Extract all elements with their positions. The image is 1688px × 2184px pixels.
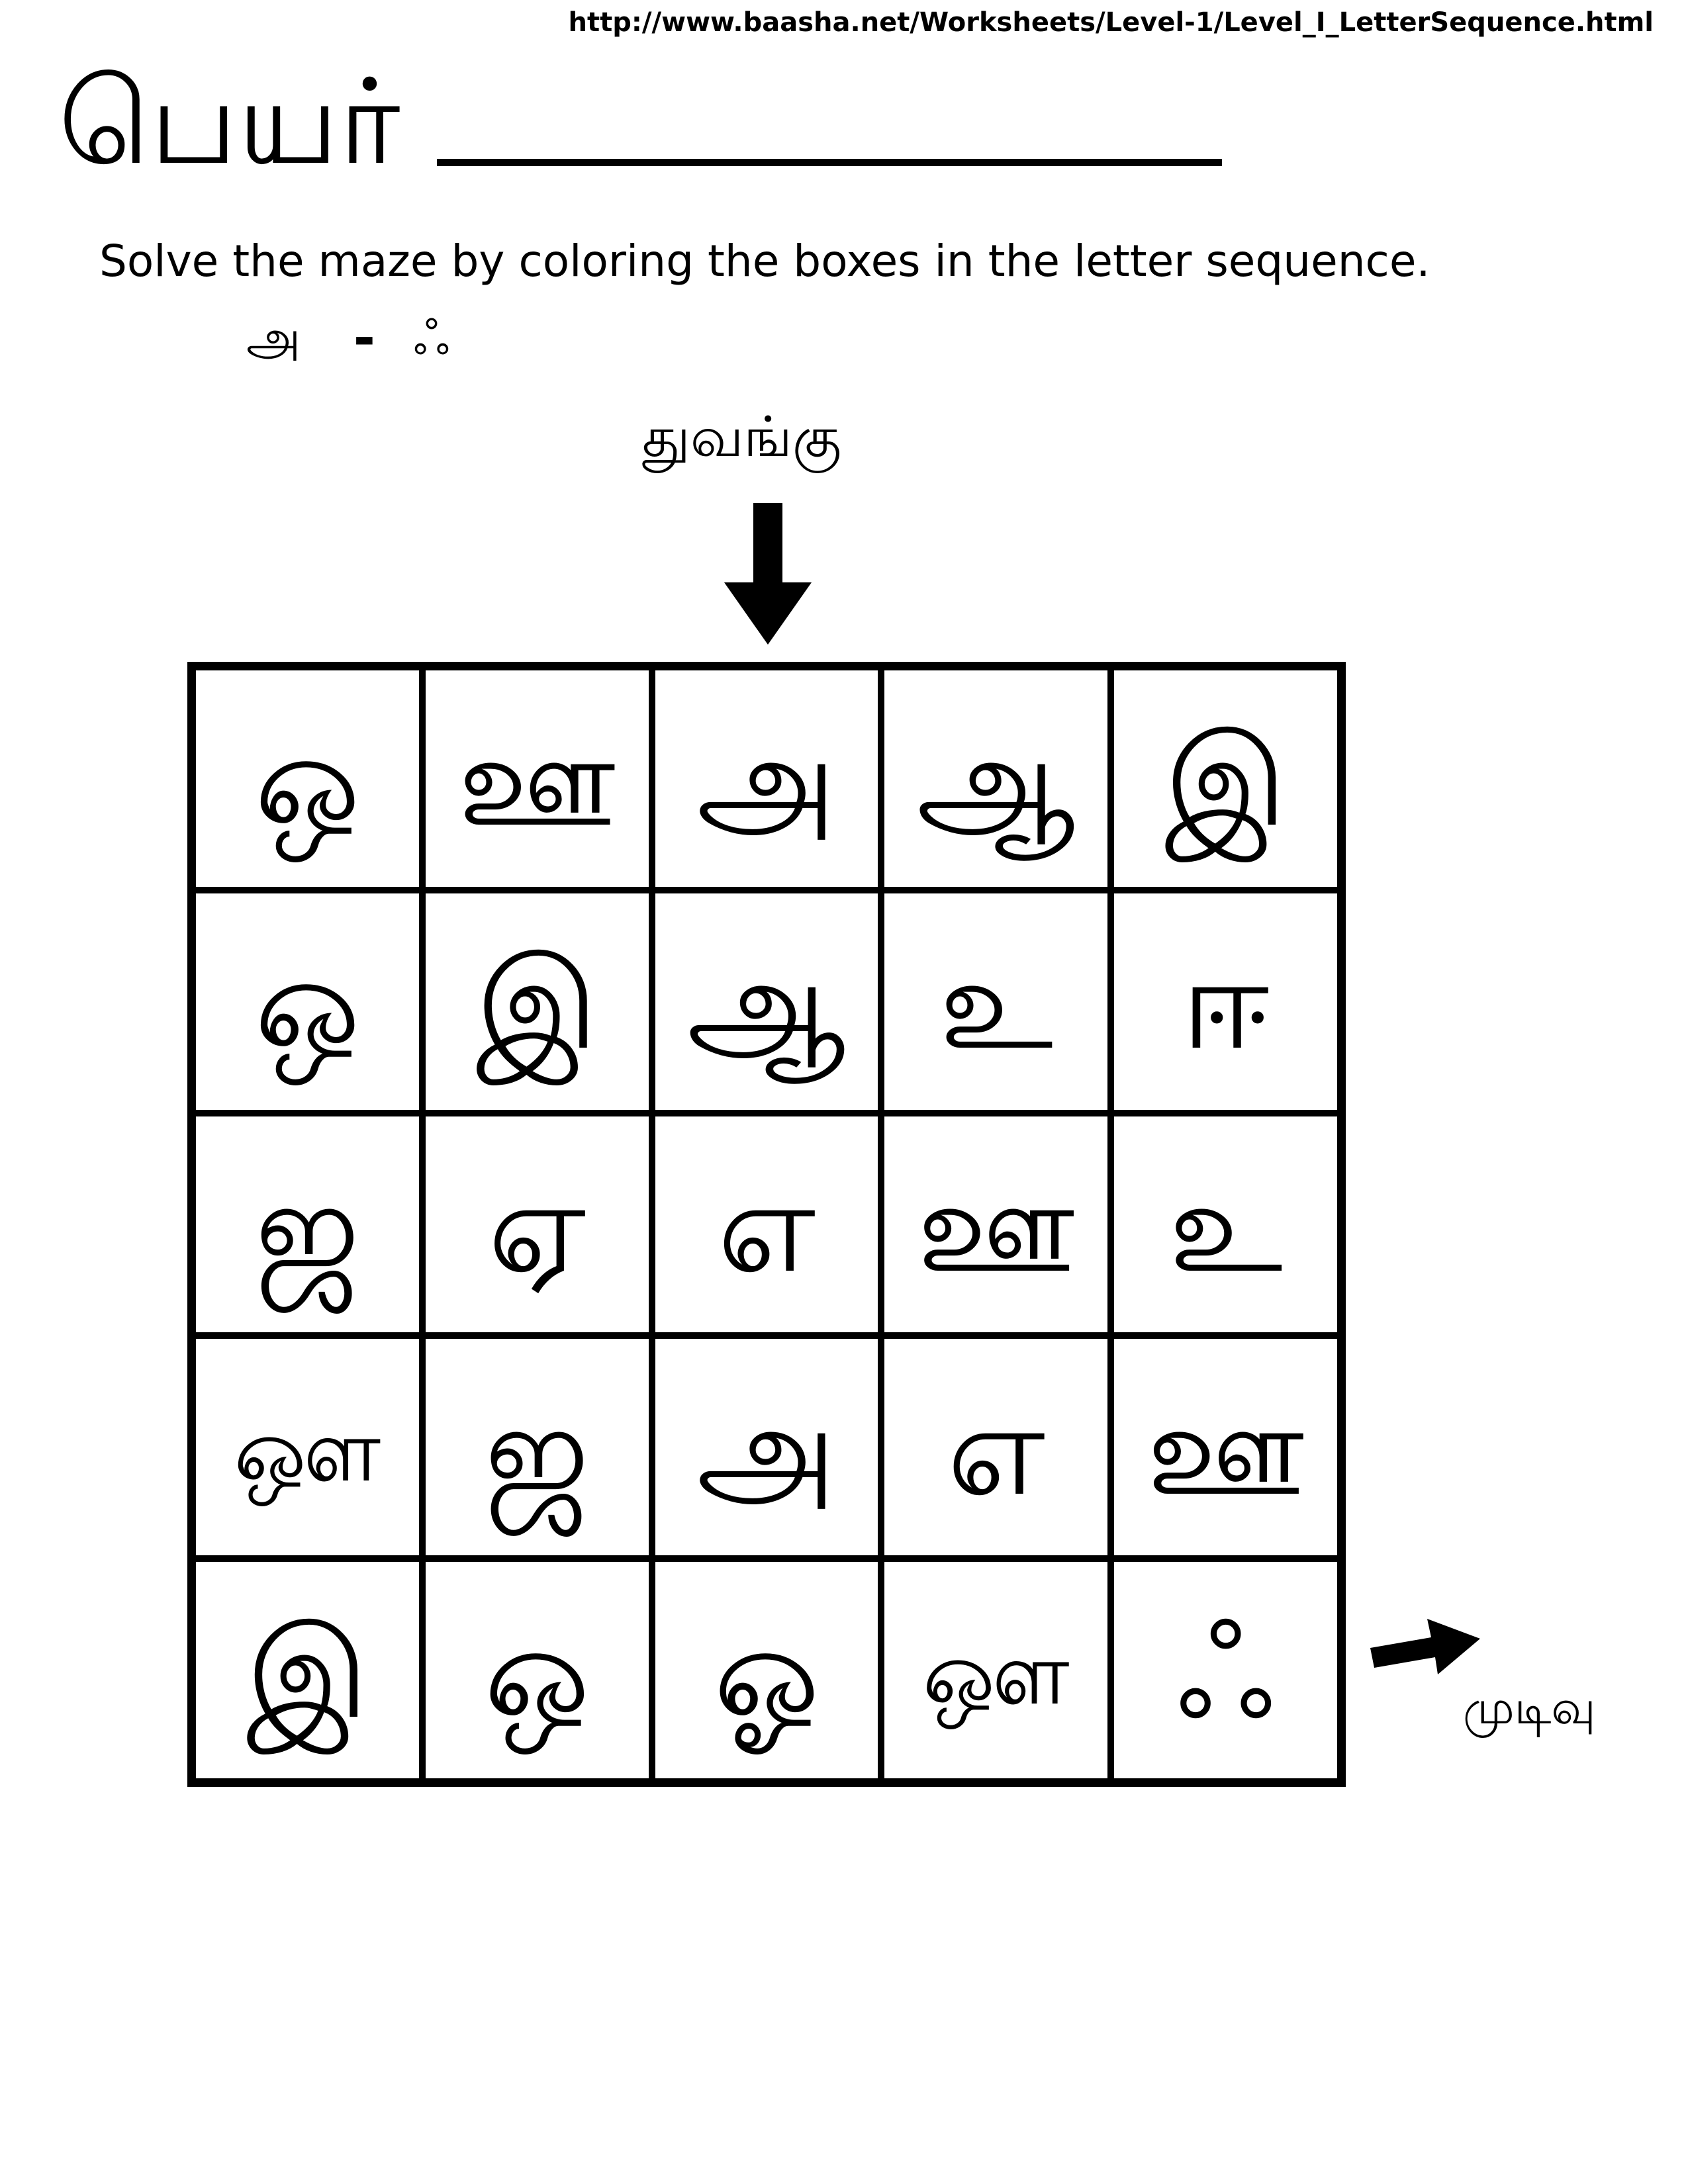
instructions-text: Solve the maze by coloring the boxes in the letter sequence. xyxy=(99,236,1430,287)
maze-cell[interactable]: ஒ xyxy=(193,890,422,1113)
sequence-start-letter: அ xyxy=(246,310,301,367)
maze-cell[interactable]: ஈ xyxy=(1111,890,1340,1113)
maze-cell[interactable]: அ xyxy=(652,667,882,890)
maze-cell[interactable]: ஏ xyxy=(422,1113,652,1336)
maze-cell[interactable]: எ xyxy=(652,1113,882,1336)
maze-cell[interactable]: ஜ xyxy=(422,1336,652,1559)
maze-cell[interactable]: ஊ xyxy=(1111,1336,1340,1559)
maze-cell[interactable]: ஃ xyxy=(1111,1559,1340,1782)
sequence-end-letter: ஃ xyxy=(413,311,450,366)
maze-grid xyxy=(187,662,1346,1787)
end-label: முடிவு xyxy=(1463,1680,1596,1735)
maze-cell[interactable]: ஆ xyxy=(881,667,1111,890)
maze-cell[interactable]: ஊ xyxy=(881,1113,1111,1336)
down-arrow-icon xyxy=(722,503,814,649)
maze-cell[interactable]: இ xyxy=(1111,667,1340,890)
name-write-line xyxy=(437,159,1222,166)
letter-sequence xyxy=(246,299,449,372)
maze-cell[interactable]: ஓ xyxy=(652,1559,882,1782)
maze-cell[interactable]: இ xyxy=(422,890,652,1113)
maze-cell[interactable]: ஊ xyxy=(422,667,652,890)
name-label: பெயர் xyxy=(58,54,400,191)
source-url: http://www.baasha.net/Worksheets/Level-1/Level_I_LetterSequence.html xyxy=(568,7,1654,38)
maze-cell[interactable]: அ xyxy=(652,1336,882,1559)
maze-cell[interactable]: ஜ xyxy=(193,1113,422,1336)
maze-cell[interactable]: எ xyxy=(881,1336,1111,1559)
maze-cell[interactable]: ஒ xyxy=(193,667,422,890)
maze-cell[interactable]: ஆ xyxy=(652,890,882,1113)
maze-cell[interactable]: உ xyxy=(881,890,1111,1113)
maze-cell[interactable]: ஔ xyxy=(881,1559,1111,1782)
maze-cell[interactable]: இ xyxy=(193,1559,422,1782)
maze-cell[interactable]: ஒ xyxy=(422,1559,652,1782)
start-label: துவங்கு xyxy=(642,404,841,469)
maze-cell[interactable]: ஔ xyxy=(193,1336,422,1559)
sequence-dash: - xyxy=(353,307,375,369)
maze-cell[interactable]: உ xyxy=(1111,1113,1340,1336)
